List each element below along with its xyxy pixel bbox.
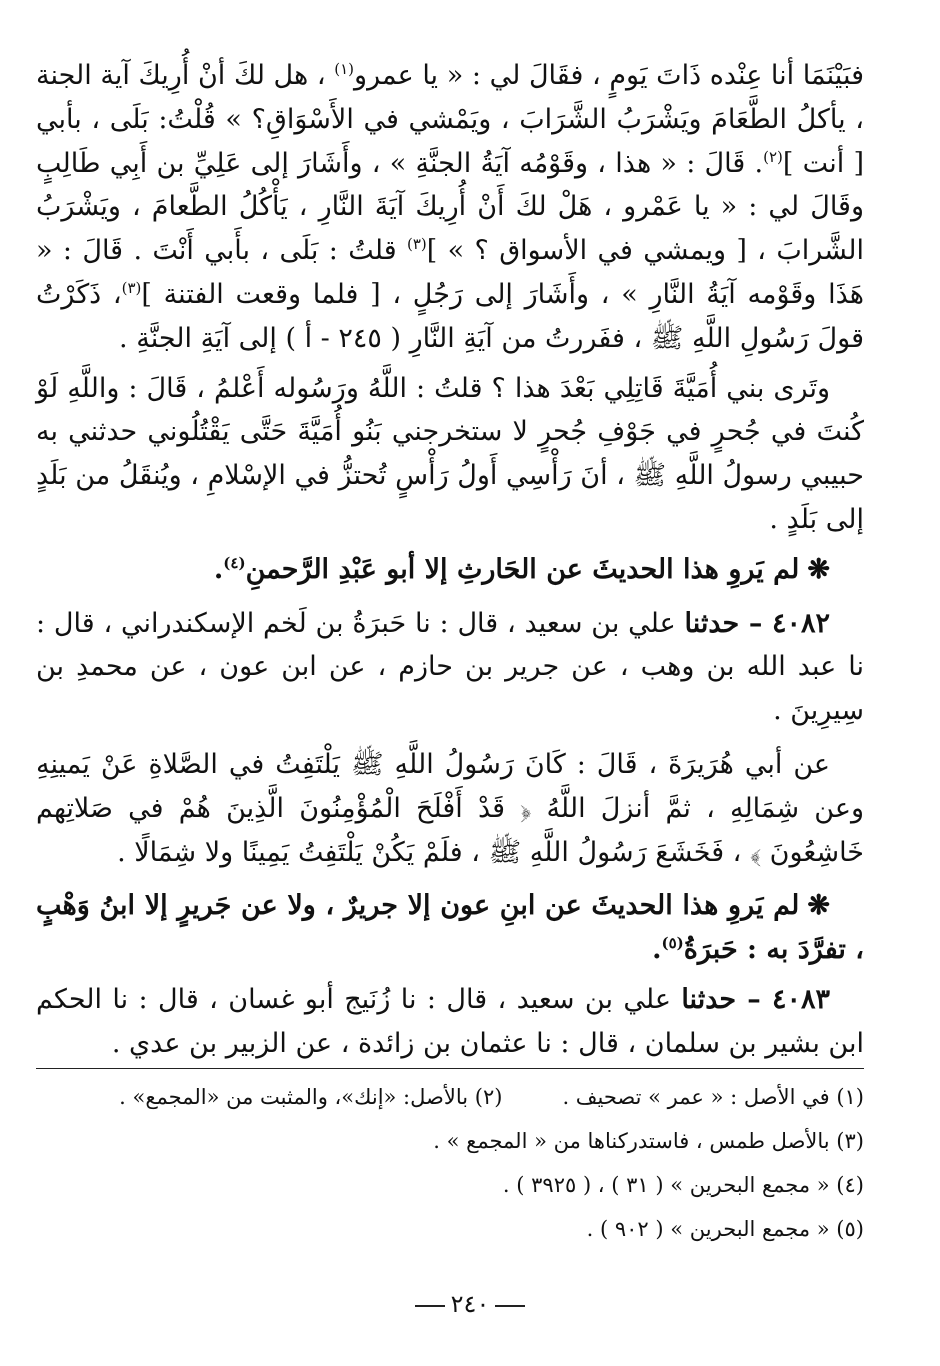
footnote-ref-5: (٥) — [661, 934, 684, 953]
narration-text-e: ، ذَكَرْتُ قولَ رَسُولِ اللَّهِ ﷺ ، ففَررتُ من آيَةِ النَّارِ ( ٢٤٥ - أ ) إلى آيَةِ الجنَّةِ . — [36, 278, 864, 354]
footnote-1: (١) في الأصل : « عمر » تصحيف . — [562, 1084, 864, 1109]
narration-text-d: قلتُ : بَلَى ، بأَبي أَنْتَ . قَالَ : « هَذَا وقَوْمه آيَةُ النَّارِ » ، وأَشَارَ إلى رَجُلٍ ، [ فلما وقعت الفتنة ] — [36, 235, 864, 310]
footnote-ref-1: (١) — [334, 60, 355, 78]
narration-text-b: ، هل لكَ أنْ أُرِيكَ آية الجنة ، يأكلُ الطَّعَامَ ويَشْرَبُ الشَّرَابَ ، ويَمْشي في الأَسْوَاقِ؟ » قُلْتُ: بَلَى ، بأبي [ أنت ] — [36, 60, 864, 179]
commentary-text: لم يَروِ هذا الحديثَ عن الحَارثِ إلا أبو عَبْدِ الرَّحمنِ — [245, 553, 800, 585]
footnote-3: (٣) بالأصل طمس ، فاستدركناها من « المجمع » . — [433, 1128, 864, 1153]
footnote-ref-2: (٢) — [763, 147, 783, 166]
footnote-5: (٥) « مجمع البحرين » ( ٩٠٢ ) . — [586, 1216, 864, 1241]
dash-right — [495, 1305, 525, 1307]
narration-text-c: . قَالَ : « هذا ، وقَوْمُه آيَةُ الجنَّةِ » ، وأَشَارَ إلى عَلِيِّ بن أَبِي طَالِبٍ وقَالَ لي : « يا عَمْرو ، هَلْ لكَ أَنْ أُرِيكَ آيَةَ النَّارِ ، يَأْكُلُ الطَّعامَ ، ويَشْرَبُ الشَّرابَ ، [ ويمشي في الأسواق ؟ » ] — [36, 147, 864, 267]
hadith-number: ٤٠٨٣ – حدثنا — [681, 983, 830, 1015]
hadith-4082-text: عن أبي هُرَيرَةَ ، قَالَ : كَانَ رَسُولُ اللَّهِ ﷺ يَلْتَفِتُ في الصَّلاةِ عَنْ يَمينِهِ وعن شِمَالِهِ ، ثمَّ أنزلَ اللَّهُ ﴿ قَدْ أَفْلَحَ الْمُؤْمِنُونَ الَّذِينَ هُمْ في صَلاتِهم خَاشِعُونَ ﴾ ، فَخَشَعَ رَسُولُ اللَّهِ ﷺ ، فلَمْ يَكُنْ يَلْتَفِتُ يَمِينًا ولا شِمَالًا . — [36, 748, 864, 868]
hadith-4083-chain — [36, 978, 864, 1066]
footnote-2: (٢) بالأصل: «إنك»، والمثبت من «المجمع» . — [119, 1084, 503, 1109]
commentary-text: لم يَروِ هذا الحديثَ عن ابنِ عون إلا جريرٌ ، ولا عن جَريرٍ إلا ابنُ وَهْبٍ ، تفرَّدَ به : حَبرَةُ — [36, 890, 864, 966]
star-icon: ❋ — [807, 553, 830, 585]
commentary-note-2 — [36, 884, 864, 972]
book-page — [36, 54, 864, 1251]
footnote-ref-4: (٤) — [223, 553, 246, 572]
commentary-note-1 — [36, 548, 864, 592]
footnote-ref-3b: (٣) — [121, 278, 142, 297]
footnotes — [36, 1075, 864, 1251]
page-number — [0, 1290, 940, 1318]
dash-left — [415, 1305, 445, 1307]
isnad-text: علي بن سعيد ، قال : نا زُنَيج أبو غسان ، قال : نا الحكم ابن بشير بن سلمان ، قال : نا عثمان بن زائدة ، عن الزبير بن عدي . — [36, 983, 864, 1059]
commentary-end: . — [652, 934, 662, 966]
narration-paragraph — [36, 54, 864, 361]
footnote-4: (٤) « مجمع البحرين » ( ٣١ ) ، ( ٣٩٢٥ ) . — [502, 1172, 864, 1197]
commentary-end: . — [213, 553, 224, 585]
footnote-divider — [36, 1068, 864, 1069]
hadith-number: ٤٠٨٢ – حدثنا — [684, 607, 830, 639]
footnote-line — [36, 1075, 864, 1119]
narration-paragraph-2: وتَرى بني أُمَيَّةَ قَاتِلِي بَعْدَ هذا ؟ قلتُ : اللَّهُ ورَسُوله أَعْلمُ ، قَالَ : واللَّهِ لَوْ كُنتَ في جُحرٍ في جَوْفِ جُحرٍ لا ستخرجني بَنُو أُمَيَّةَ حَتَّى يَقْتُلُوني حدثني به حبيبي رسولُ اللَّهِ ﷺ ، أنَ رَأْسِي أَولُ رَأْسٍ تُحتزُّ في الإسْلامِ ، ويُنقَلُ من بَلَدٍ إلى بَلَدٍ . — [36, 372, 864, 535]
page-number-text: ٢٤٠ — [450, 1290, 490, 1318]
isnad-text: علي بن سعيد ، قال : نا حَبرَةُ بن لَخم الإسكندراني ، قال : نا عبد الله بن وهب ، عن جرير بن حازم ، عن ابن عون ، عن محمدِ بن سِيرِينَ . — [36, 607, 864, 727]
star-icon: ❋ — [807, 890, 830, 922]
hadith-4082-chain — [36, 602, 864, 733]
footnote-ref-3: (٣) — [406, 235, 427, 254]
narration-text-a: فبَيْنَمَا أنا عِنْده ذَاتَ يَومٍ ، فقَالَ لي : « يا عمرو — [354, 60, 864, 91]
